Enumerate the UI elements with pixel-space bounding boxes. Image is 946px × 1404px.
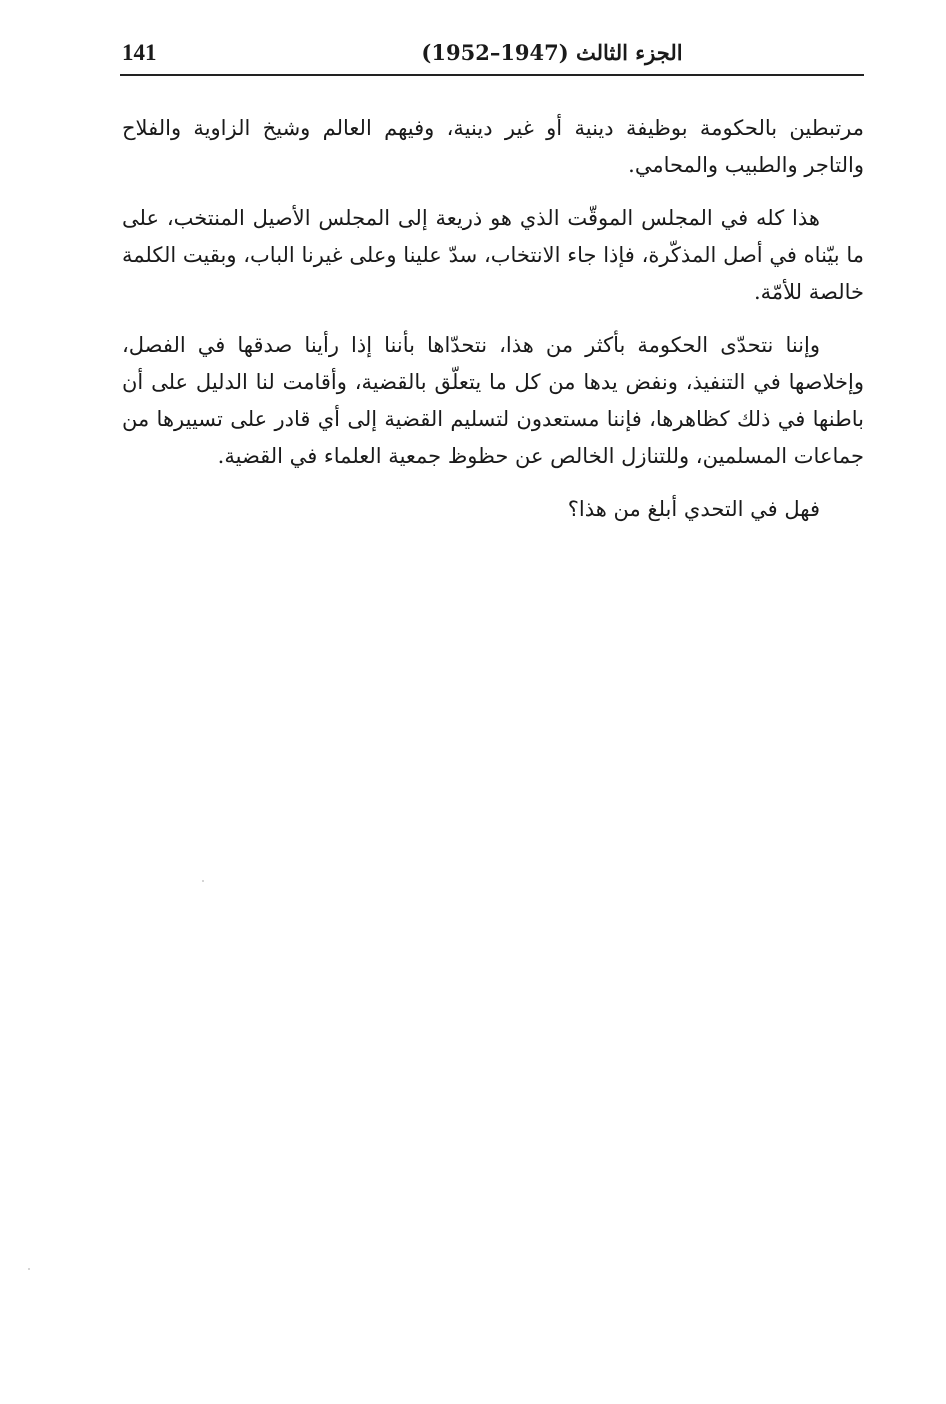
body-text (122, 110, 864, 544)
paragraph-3: وإننا نتحدّى الحكومة بأكثر من هذا، نتحدّاها بأننا إذا رأينا صدقها في الفصل، وإخلاصها في التنفيذ، ونفض يدها من كل ما يتعلّق بالقضية، وأقامت لنا الدليل على أن باطنها في ذلك كظاهرها، فإننا مستعدون لتسليم القضية إلى أي قادر على تسييرها من جماعات المسلمين، وللتنازل الخالص عن حظوظ جمعية العلماء في القضية. (122, 333, 864, 468)
running-head (122, 38, 864, 72)
scan-speck (202, 880, 204, 882)
paragraph-1: مرتبطين بالحكومة بوظيفة دينية أو غير دينية، وفيهم العالم وشيخ الزاوية والفلاح والتاجر والطبيب والمحامي. (122, 116, 864, 177)
paragraph-4: فهل في التحدي أبلغ من هذا؟ (567, 497, 820, 521)
page-number: 141 (122, 40, 157, 65)
paragraph-2: هذا كله في المجلس الموقّت الذي هو ذريعة إلى المجلس الأصيل المنتخب، على ما بيّناه في أصل المذكّرة، فإذا جاء الانتخاب، سدّ علينا وعلى غيرنا الباب، وبقيت الكلمة خالصة للأمّة. (122, 206, 864, 304)
header-rule (120, 74, 864, 76)
scan-speck (28, 1268, 30, 1270)
volume-title: الجزء الثالث (1947–1952) (421, 40, 683, 65)
